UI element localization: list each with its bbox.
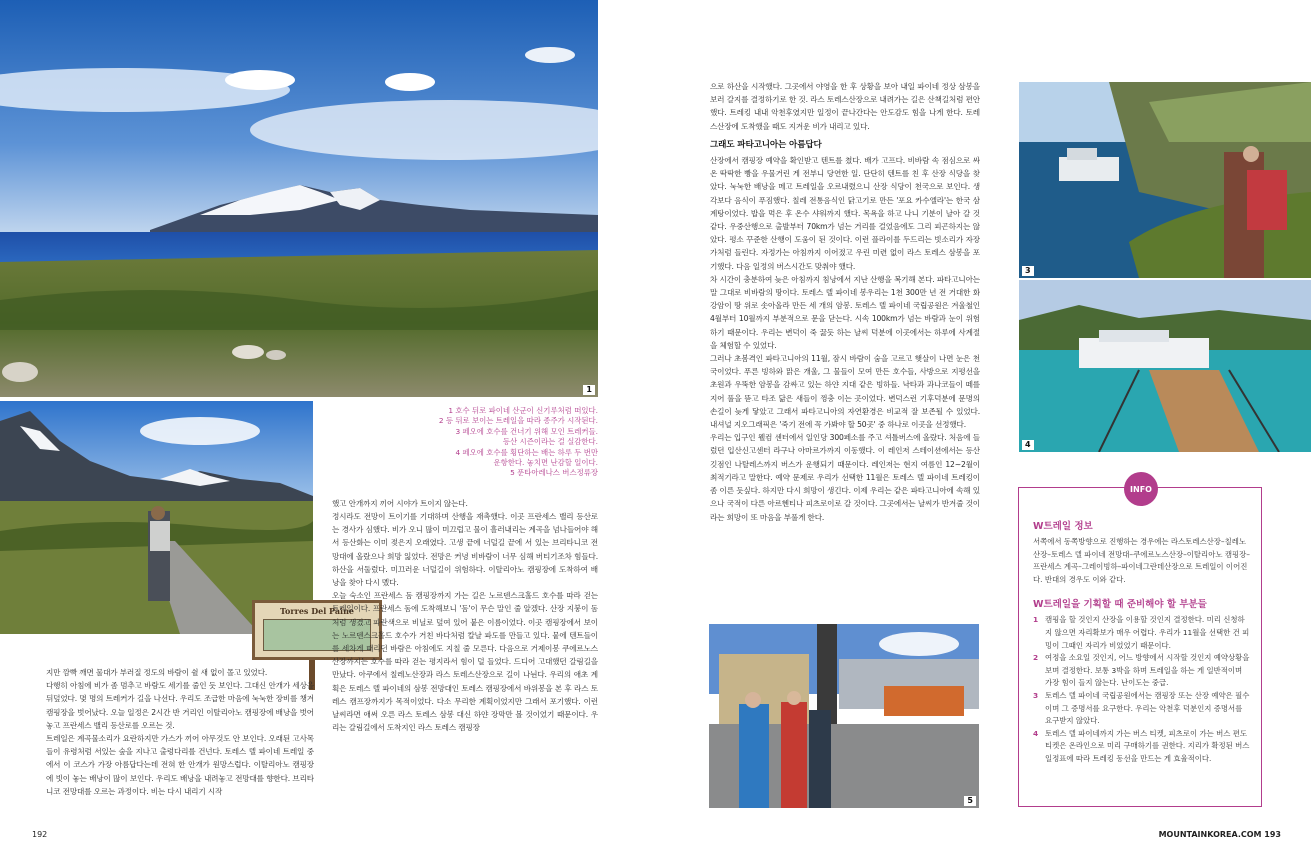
info-item: 3 토레스 델 파이네 국립공원에서는 캠핑장 또는 산장 예약은 필수이며 그 증명서를 요구한다. 우리는 악천후 덕분인지 증명서를 요구받지 않았다. xyxy=(1033,690,1250,726)
col-left-para-1: 지만 깜빡 깨면 물대가 부러질 정도의 바람이 쉴 새 없이 몰고 있었다. xyxy=(46,668,268,677)
photo-lake-mountains xyxy=(0,0,598,397)
col-a-para-1: 정시라도 전망이 트이기를 기대하며 산행을 재촉했다. 이곳 프란세스 밸리 등산로는 경사가 심했다. 비가 오니 많이 미끄럽고 물이 흘러내리는 계곡을 넘나들어야 해서 등산화는 이미 젖은지 오래였다. 고생 끝에 너덜길 끝에 서 있는 브리타니코 전망대에 올랐으나 희망 잃었다. 전망은 커녕 비바람이 너무 심해 버티기조차 힘들다. 하산을 서둘렀다. 미끄러운 너덜길이 위험하다. 이탈리아노 캠핑장에 도착하여 배낭을 찾아 다시 멨다. xyxy=(332,512,598,588)
body-column-left xyxy=(46,666,314,816)
col-c-para-5: 우리는 입구인 웰컴 센터에서 일인당 300페소를 주고 셔틀버스에 올랐다. 처음에 들렀던 입산신고센터 라구나 아마르가까지 이동했다. 이 레인저 스테이션에서는 등산 깃점인 나탈레스까지 버스가 운행되기 때문이다. 레인저는 현지 여름인 12~2월이 최적기라고 말한다. 예약 문제로 우리가 선택한 11월은 토레스 델 파이네 트레킹이 좀 이른 듯싶다. 하지만 다시 희망이 생긴다. 이제 우리는 같은 파타고니아에 속해 있으나 국적이 다른 아르헨티나 피츠로이로 갈 것이다. 그곳에서는 날씨가 반겨줄 것이라는 희망이 또 마음을 부풀게 한다. xyxy=(710,433,980,522)
caption-4: 4 페오에 호수를 횡단하는 배는 하루 두 번만 xyxy=(455,447,598,457)
col-left-para-2: 다행히 아침에 비가 좀 멈추고 바람도 세기를 줄인 듯 보인다. 그대신 안개가 세상을 뒤덮었다. 몇 명의 트레커가 길을 나선다. 우리도 조급한 마음에 눅눅한 장비를 챙겨 캠핑장을 벗어났다. 오늘 일정은 2시간 반 거리인 이탈리아노 캠핑장에 배낭을 벗어 놓고 프란세스 밸리 등산로를 오르는 것. xyxy=(46,681,314,730)
info-item: 1 캠핑을 할 것인지 산장을 이용할 것인지 결정한다. 미리 신청하지 않으면 자리확보가 매우 어렵다. 우리가 11월을 선택한 건 피밍이 그때인 자리가 비었었기 때문이다. xyxy=(1033,615,1250,650)
col-c-para-3: 차 시간이 충분하여 늦은 아침까지 침낭에서 지난 산행을 복기해 본다. 파타고니아는 말 그대로 비바람의 땅이다. 토레스 델 파이네 봉우리는 1천 300만 년 전 거대한 화강암이 땅 위로 솟아올라 만든 세 개의 암봉. 토레스 델 파이네 국립공원은 겨울철인 4월부터 10월까지 부분적으로 문을 닫는다. 시속 100km가 넘는 바람과 눈이 위험하기 때문이다. 우리는 변덕이 죽 끓듯 하는 날씨 덕분에 이곳에서는 하루에 사계절을 체험할 수 있었다. xyxy=(710,274,980,350)
caption-2: 2 등 뒤로 보이는 트레일을 따라 종주가 시작된다. xyxy=(438,416,598,426)
sign-title: Torres Del Paine xyxy=(280,606,354,616)
info-badge: INFO xyxy=(1124,472,1158,506)
col-a-para-2: 오늘 숙소인 프란세스 돔 캠핑장까지 가는 길은 노르덴스크홀드 호수를 따라 걷는 트레일이다. 프란세스 돔에 도착해보니 '돔'이 무슨 말인 줄 알겠다. 산장 지붕이 돔처럼 생겼고 파란색으로 비닐로 덮여 있어 붙은 이름이었다. 이곳 캠핑장에서 보이는 노르덴스크홀드 호수가 거친 바다처럼 칼날 파도를 만들고 있다. 뭍에 텐트들이를 세차게 때리던 바람은 아침에도 지칠 줄 모른다. 다음으로 거제이봉 쿠에르노스산장까지는 호수를 따라 걷는 평지라서 힘이 덜 들었다. 드디어 고대했던 갈림길을 만났다. 아쿠에서 칠레노산장과 라스 토레스산장으로 길이 나뉜다. 우리의 애초 계획은 토레스 델 파이네의 삼봉 전망대인 토레스 캠핑장에서 바위봉을 본 후 라스 토레스 캠프장까지가 목적이었다. 다소 무리한 계획이었지만 그래서 포기했다. 이런 날씨라면 애써 오른 라스 토레스 삼봉 대신 하얀 장막만 볼 것이었기 때문이다. 우리는 갈림길에서 도착지인 라스 토레스 캠핑장 xyxy=(332,591,598,733)
photo-number: 4 xyxy=(1022,440,1034,450)
info-item: 2 여정을 소요일 것인지, 어느 방향에서 시작할 것인지 예약상황을 보며 결정한다. 보통 3박을 하며 트레일을 하는 게 일반적이며 가장 힘이 들지 않는다. 난이도는 중급. xyxy=(1033,653,1250,688)
right-page-footer: MOUNTAINKOREA.COM 193 xyxy=(1158,830,1281,839)
photo-number: 3 xyxy=(1022,266,1034,276)
body-column-a-main xyxy=(332,510,598,830)
info-heading-2: W트레일을 기획할 때 준비해야 할 부분들 xyxy=(1033,599,1207,611)
photo-bus-station-street xyxy=(709,624,979,808)
col-c-subhead: 그래도 파타고니아는 아름답다 xyxy=(710,139,822,150)
info-list xyxy=(1033,614,1251,765)
col-c-para-4: 그러나 초봄격인 파타고니아의 11월, 잠시 바람이 숨을 고르고 햇살이 나면 눈은 천국이었다. 푸른 빙하와 맑은 개울, 그 물들이 모여 만든 호수들, 사방으로 지평선을 초원과 우뚝한 암봉을 감싸고 있는 하얀 지대 같은 빙하들. 낙타과 과나코들이 떼를 지어 풀을 뜯고 타조 닮은 새들이 껑충 이는 곳이었다. 변덕스런 기후덕분에 문명의 손길이 늦게 닿았고 그래서 파타고니아의 자연환경은 비교적 잘 보존될 수 있었다. 내셔널 지오그래픽은 '죽기 전에 꼭 가봐야 할 50곳' 중 하나로 이곳을 선정했다. xyxy=(710,354,980,430)
caption-5: 5 푼타아레나스 버스정류장 xyxy=(510,468,598,478)
col-c-para-2: 산장에서 캠핑장 예약을 확인받고 텐트를 쳤다. 배가 고프다. 비바람 속 점심으로 싸온 딱딱한 빵을 우물거린 게 전부니 당연한 일. 단단히 텐트를 친 후 산장 식당을 찾았다. 눅눅한 배낭을 메고 트레일을 오르내렸으니 산장 식당이 천국으로 보인다. 생각보다 음식이 푸짐했다. 칠레 전통음식인 닭고기로 만든 '포요 카수엘라'는 한국 삼계탕이었다. 밥을 먹은 후 온수 샤워까지 했다. 목욕을 하고 나니 기분이 날아 갈 것 같다. 우중산행으로 출발부터 70km가 넘는 거리를 걸었음에도 그리 피곤하지는 않았다. 평소 꾸준한 산행이 도움이 된 것이다. 이런 플라이를 두드리는 빗소리가 자장가처럼 들린다. 자정가는 아침까지 이어졌고 우린 미련 없이 라스 토레스 삼봉을 포기했다. 다음 일정의 버스시간도 맞춰야 했다. xyxy=(710,156,980,271)
caption-3b: 등산 시즌이라는 걸 실감한다. xyxy=(502,437,598,447)
col-c-para-1: 으로 하산을 시작했다. 그곳에서 야영을 한 후 상황을 보아 내일 파이네 정상 삼봉을 보러 갈지를 결정하기로 한 것. 라스 토레스산장으로 내려가는 길은 산책길처럼 편안했다. 트레킹 내내 악천후였지만 일정이 끝나간다는 안도감도 힘을 나게 한다. 토레스산장에 도착했을 때도 지겨운 비가 내리고 있다. xyxy=(710,82,980,131)
caption-4b: 운항한다. 놓치면 난감할 일이다. xyxy=(493,458,598,468)
photo-number: 1 xyxy=(583,385,595,395)
body-column-a xyxy=(332,497,598,510)
col-a-top: 했고 안개까지 끼어 시야가 트이지 않는다. xyxy=(332,499,468,508)
info-body: 서쪽에서 동쪽방향으로 진행하는 경우에는 라스토레스산장–칠레노산장–토레스 델 파이네 전망대–쿠에르노스산장–이탈리아노 캠핑장–프란세스 계곡–그레이빙하–파이네그란데산장으로 트레일이 이어진다. 반대의 경우도 이와 같다. xyxy=(1033,537,1250,584)
photo-number: 5 xyxy=(964,796,976,806)
caption-1: 1 호수 뒤로 파이네 산군이 신기루처럼 떠있다. xyxy=(448,406,598,415)
info-box xyxy=(1018,487,1262,807)
photo-ferry-pier xyxy=(1019,280,1311,452)
caption-3: 3 페오에 호수를 건너기 위해 모인 트레커들. xyxy=(455,426,598,436)
body-column-c xyxy=(710,80,980,620)
photo-ferry-passengers xyxy=(1019,82,1311,278)
photo-captions xyxy=(420,406,598,479)
left-page-number: 192 xyxy=(32,830,48,839)
info-item: 4 토레스 델 파이네까지 가는 버스 티켓, 피츠로이 가는 버스 편도 티켓은 온라인으로 미리 구매하기를 권한다. 지리가 확정된 버스 일정표에 따라 트레킹 동선을 만드는 게 효율적이다. xyxy=(1033,728,1250,763)
info-heading-1: W트레일 정보 xyxy=(1033,521,1093,532)
col-left-para-3: 트레일은 계곡물소리가 요란하지만 가스가 끼어 아무것도 안 보인다. 오래된 고사목들이 유령처럼 서있는 숲을 지나고 출렁다리를 건넌다. 토레스 델 파이네 트레일 중에서 이 코스가 가장 아름답다는데 전혀 한 안개가 원망스럽다. 이탈리아노 캠핑장에 빗이 놓는 배낭이 많이 보인다. 우리도 배낭을 내려놓고 전망대를 향한다. 브리타니코 전망대를 오르는 과정이다. 비는 다시 내리기 시작 xyxy=(46,734,314,796)
